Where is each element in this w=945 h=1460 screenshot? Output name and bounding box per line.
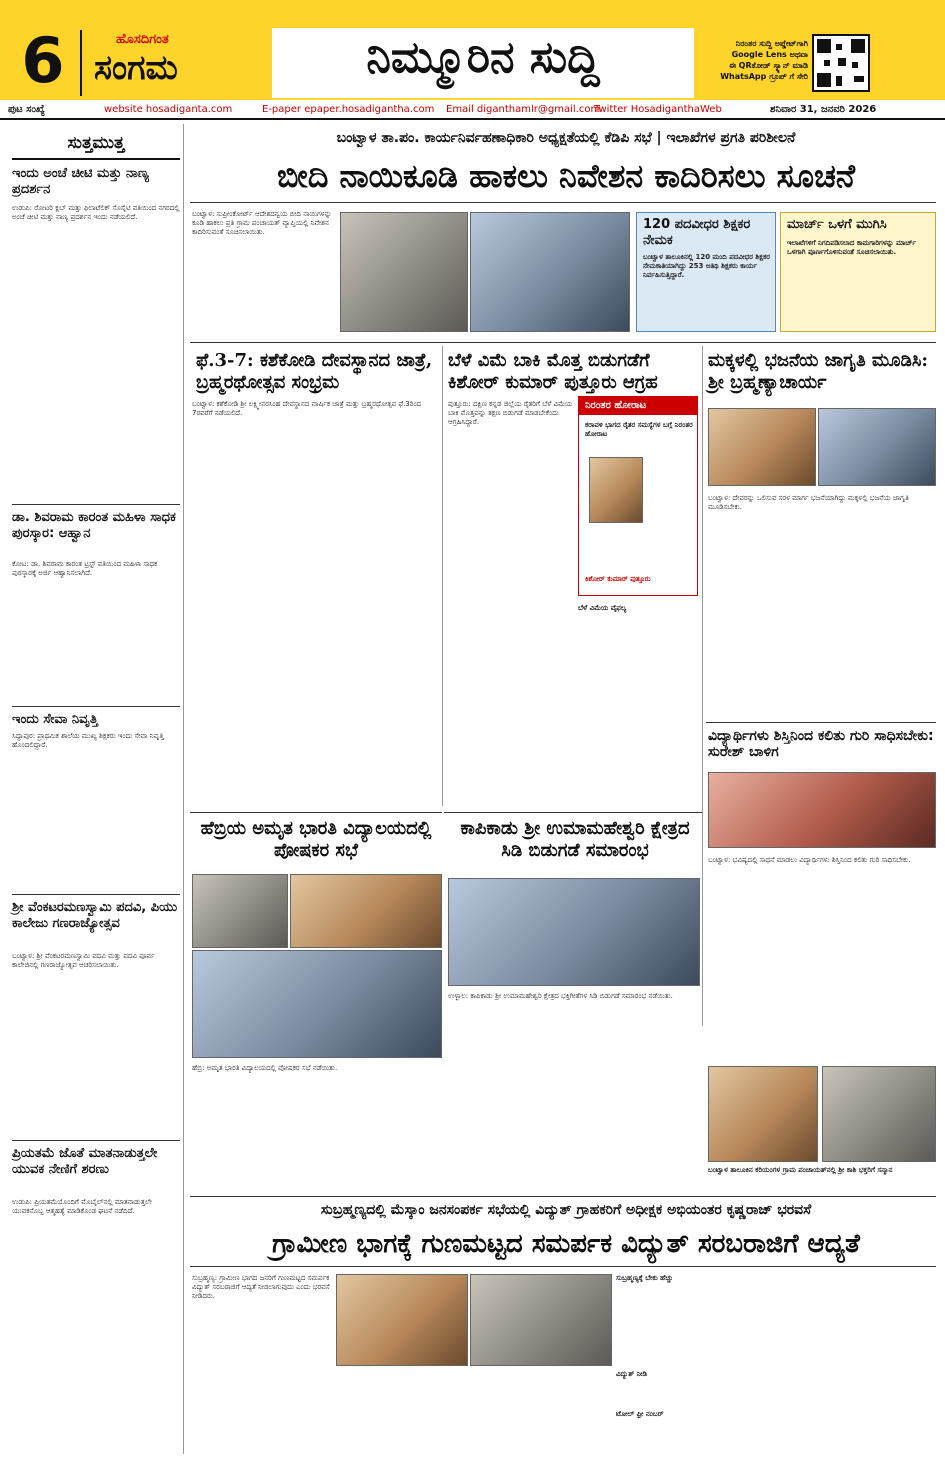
lead-photo-2 bbox=[470, 212, 630, 332]
brief-headline: ಪ್ರಿಯತಮೆ ಜೊತೆ ಮಾತನಾಡುತ್ತಲೇ ಯುವಕ ನೇಣಿಗೆ ಶರಣು bbox=[12, 1146, 158, 1177]
photo-caption: ಬಂಟ್ವಾಳ ತಾಲೂಕಿನ ಕರಿಯಂಗಳ ಗ್ರಾಮ ಪಂಚಾಯತ್‌ನಲ್ಲಿ ಶ್ರೀ ಕಾಶಿ ಭಕ್ತರಿಗೆ ಸನ್ಮಾನ bbox=[708, 1166, 893, 1174]
divider bbox=[190, 1196, 936, 1197]
left-column bbox=[8, 124, 184, 1454]
page-label: ಪುಟ ಸಂಖ್ಯೆ bbox=[8, 104, 45, 115]
website-link[interactable]: website hosadiganta.com bbox=[104, 104, 233, 115]
epaper-link[interactable]: E-paper epaper.hosadigantha.com bbox=[262, 104, 435, 115]
info-box-title: 120 ಪದವೀಧರ ಶಿಕ್ಷಕರ ನೇಮಕ bbox=[643, 217, 751, 248]
brief-headline: ಇಂದು ಅಂಚೆ ಚೀಟಿ ಮತ್ತು ನಾಣ್ಯ ಪ್ರದರ್ಶನ bbox=[12, 166, 149, 197]
info-box bbox=[780, 212, 936, 332]
qr-promo-line: WhatsApp ಗ್ರೂಪ್ ಗೆ ಸೇರಿ bbox=[720, 72, 808, 81]
sidebar-box bbox=[578, 396, 698, 596]
brief-body: ಬಂಟ್ವಾಳ: ಶ್ರೀ ವೆಂಕಟರಮಣಸ್ವಾಮಿ ಪದವಿ ಮತ್ತು ಪದವಿ ಪೂರ್ವ ಕಾಲೇಜಿನಲ್ಲಿ ಗಣರಾಜ್ಯೋತ್ಸವ ಆಚರಿಸಲಾಯಿತು. bbox=[12, 952, 155, 969]
story-headline[interactable]: ವಿದ್ಯಾರ್ಥಿಗಳು ಶಿಸ್ತಿನಿಂದ ಕಲಿತು ಗುರಿ ಸಾಧಿಸಬೇಕು: ಸುರೇಶ್ ಬಾಳಿಗ bbox=[708, 728, 934, 760]
brief-body: ಕೋಟ: ಡಾ. ಶಿವರಾಮ ಕಾರಂತ ಟ್ರಸ್ಟ್ ವತಿಯಿಂದ ಮಹಿಳಾ ಸಾಧಕ ಪುರಸ್ಕಾರಕ್ಕೆ ಅರ್ಜಿ ಆಹ್ವಾನಿಸಲಾಗಿದೆ. bbox=[12, 560, 158, 577]
story-body: ಉಳ್ಳಾಲ: ಕಾಪಿಕಾಡು ಶ್ರೀ ಉಮಾಮಹೇಶ್ವರಿ ಕ್ಷೇತ್ರದ ಭಕ್ತಿಗೀತೆಗಳ ಸಿಡಿ ಬಿಡುಗಡೆ ಸಮಾರಂಭ ನಡೆಯಿತು. bbox=[448, 992, 673, 1000]
divider bbox=[444, 812, 702, 813]
qr-promo bbox=[700, 38, 808, 82]
divider bbox=[190, 342, 936, 343]
email-link[interactable]: Email diganthamlr@gmail.com bbox=[446, 104, 601, 115]
lead-body: ಬಂಟ್ವಾಳ: ಸುಪ್ರೀಂಕೋರ್ಟ್ ಆದೇಶದನ್ವಯ ಬೀದಿ ನಾಯಿಗಳನ್ನು ಕೂಡಿ ಹಾಕಲು ಪ್ರತಿ ಗ್ರಾಮ ಪಂಚಾಯತ್ ವ್ಯಾಪ್ತಿಯಲ್ಲಿ ನಿವೇಶನ ಕಾದಿರಿಸುವಂತೆ ಸೂಚಿಸಲಾಯಿತು. bbox=[192, 210, 332, 236]
portrait-photo bbox=[589, 457, 643, 523]
subhead: ಸುಬ್ರಹ್ಮಣ್ಯಕ್ಕೆ ಬೇಕು ಹೆಚ್ಚು bbox=[616, 1274, 673, 1282]
issue-date: ಶನಿವಾರ 31, ಜನವರಿ 2026 bbox=[770, 104, 877, 115]
page-number: 6 bbox=[8, 28, 78, 96]
story-body: ಬಂಟ್ವಾಳ: ಕಶೆಕೋಡಿ ಶ್ರೀ ಲಕ್ಷ್ಮೀನರಸಿಂಹ ದೇವಸ್ಥಾನದ ವಾರ್ಷಿಕ ಜಾತ್ರೆ ಮತ್ತು ಬ್ರಹ್ಮರಥೋತ್ಸವ ಫೆ.3ರಿಂದ 7ರವರೆಗೆ ನಡೆಯಲಿದೆ. bbox=[192, 400, 422, 417]
subhead: ಬೆಳೆ ವಿಮೆಯ ವೈಫಲ್ಯ bbox=[578, 604, 627, 612]
story-body: ಸುಬ್ರಹ್ಮಣ್ಯ: ಗ್ರಾಮೀಣ ಭಾಗದ ಜನರಿಗೆ ಗುಣಮಟ್ಟದ ಸಮರ್ಪಕ ವಿದ್ಯುತ್ ಸರಬರಾಜಿಗೆ ಆದ್ಯತೆ ನೀಡಲಾಗುವುದು ಎಂದು ಭರವಸೆ ನೀಡಿದರು. bbox=[192, 1274, 330, 1300]
masthead-divider bbox=[80, 30, 82, 96]
divider bbox=[190, 202, 936, 203]
divider bbox=[12, 504, 180, 505]
story-body: ಪುತ್ತೂರು: ದಕ್ಷಿಣ ಕನ್ನಡ ಜಿಲ್ಲೆಯ ರೈತರಿಗೆ ಬೆಳೆ ವಿಮೆಯ ಬಾಕಿ ಮೊತ್ತವನ್ನು ತಕ್ಷಣ ಬಿಡುಗಡೆ ಮಾಡಬೇಕೆಂದು ಆಗ್ರಹಿಸಿದ್ದಾರೆ. bbox=[448, 400, 573, 426]
story-photo bbox=[448, 878, 700, 986]
lead-photo-1 bbox=[340, 212, 468, 332]
story-photo bbox=[336, 1274, 468, 1366]
story-photo bbox=[192, 950, 442, 1058]
story-photo bbox=[470, 1274, 612, 1366]
divider bbox=[706, 722, 936, 723]
qr-promo-line: ನಿರಂತರ ಸುದ್ದಿ ಅಪ್ಡೇಟ್‌ಗಾಗಿ bbox=[735, 39, 808, 48]
brief-headline: ಶ್ರೀ ವೆಂಕಟರಮಣಸ್ವಾಮಿ ಪದವಿ, ಪಿಯು ಕಾಲೇಜು ಗಣರಾಜ್ಯೋತ್ಸವ bbox=[12, 900, 178, 931]
story-headline[interactable]: ಕಾಪಿಕಾಡು ಶ್ರೀ ಉಮಾಮಹೇಶ್ವರಿ ಕ್ಷೇತ್ರದ ಸಿಡಿ ಬಿಡುಗಡೆ ಸಮಾರಂಭ bbox=[460, 818, 690, 861]
info-bar bbox=[0, 100, 945, 120]
sidebar-box-title: ನಿರಂತರ ಹೋರಾಟ bbox=[579, 397, 697, 415]
info-box-title: ಮಾರ್ಚ್ ಒಳಗೆ ಮುಗಿಸಿ bbox=[787, 217, 887, 232]
brief-headline: ಡಾ. ಶಿವರಾಮ ಕಾರಂತ ಮಹಿಳಾ ಸಾಧಕ ಪುರಸ್ಕಾರ: ಆಹ್ವಾನ bbox=[12, 510, 176, 541]
divider bbox=[12, 894, 180, 895]
brief-body: ಸಿದ್ದಾಪುರ: ಪ್ರಾಥಮಿಕ ಶಾಲೆಯ ಮುಖ್ಯ ಶಿಕ್ಷಕರು ಇಂದು ಸೇವಾ ನಿವೃತ್ತಿ ಹೊಂದಲಿದ್ದಾರೆ. bbox=[12, 732, 164, 749]
brief-headline: ಇಂದು ಸೇವಾ ನಿವೃತ್ತಿ bbox=[12, 712, 98, 727]
sidebar-box-body: ಕರಾವಳಿ ಭಾಗದ ರೈತರ ಸಮಸ್ಯೆಗಳ ಬಗ್ಗೆ ನಿರಂತರ ಹೋರಾಟ bbox=[585, 421, 693, 438]
story-photo bbox=[818, 408, 936, 486]
qr-code-icon[interactable] bbox=[812, 34, 870, 92]
story-photo bbox=[822, 1066, 936, 1162]
subhead: ಟೋಲ್ ಫ್ರೀ ನಂಬರ್ bbox=[616, 1410, 664, 1418]
twitter-link[interactable]: Twitter HosadiganthaWeb bbox=[594, 104, 722, 115]
lead-headline[interactable]: ಬೀದಿ ನಾಯಿಕೂಡಿ ಹಾಕಲು ನಿವೇಶನ ಕಾದಿರಿಸಲು ಸೂಚನೆ bbox=[277, 157, 855, 195]
column-rule bbox=[702, 346, 703, 1026]
info-box bbox=[636, 212, 776, 332]
lead-kicker: ಬಂಟ್ವಾಳ ತಾ.ಪಂ. ಕಾರ್ಯನಿರ್ವಹಣಾಧಿಕಾರಿ ಅಧ್ಯಕ್ಷತೆಯಲ್ಲಿ ಕೆಡಿಪಿ ಸಭೆ | ಇಲಾಖೆಗಳ ಪ್ರಗತಿ ಪರಿಶೀಲನೆ bbox=[336, 130, 796, 146]
qr-promo-line: ಈ QRಕೋಡ್ ಸ್ಕ್ಯಾನ್ ಮಾಡಿ bbox=[728, 61, 808, 70]
story-body: ಬಂಟ್ವಾಳ: ದೇವರನ್ನು ಒಲಿಸುವ ಸರಳ ಮಾರ್ಗ ಭಜನೆಯಾಗಿದ್ದು ಮಕ್ಕಳಲ್ಲಿ ಭಜನೆಯ ಜಾಗೃತಿ ಮೂಡಿಸಬೇಕು. bbox=[708, 494, 909, 511]
section-heading: ಸುತ್ತಮುತ್ತ bbox=[12, 128, 180, 160]
column-rule bbox=[442, 346, 443, 806]
publication-name: ಹೊಸದಿಗಂತ bbox=[116, 32, 169, 47]
story-photo bbox=[192, 874, 288, 948]
story-photo bbox=[708, 408, 816, 486]
qr-promo-line: Google Lens ಅಥವಾ bbox=[731, 50, 808, 59]
divider bbox=[12, 1140, 180, 1141]
info-box-body: ಬಂಟ್ವಾಳ ತಾಲೂಕಿನಲ್ಲಿ 120 ಮಂದಿ ಪದವೀಧರ ಶಿಕ್ಷಕರ ನೇಮಕಾತಿಯಾಗಿದ್ದು 253 ಅತಿಥಿ ಶಿಕ್ಷಕರು ಕಾರ್ಯ ನಿರ್ವಹಿಸುತ್ತಿದ್ದಾರೆ. bbox=[643, 253, 770, 279]
brief-body: ಉಡುಪಿ: ರೋಟರಿ ಕ್ಲಬ್ ಮತ್ತು ಫಿಲಾಟೆಲಿಕ್ ಸೊಸೈಟಿ ವತಿಯಿಂದ ನಗರದಲ್ಲಿ ಅಂಚೆ ಚೀಟಿ ಮತ್ತು ನಾಣ್ಯ ಪ್ರದರ್ಶನ ಇಂದು ನಡೆಯಲಿದೆ. bbox=[12, 204, 180, 221]
story-body: ಬಂಟ್ವಾಳ: ಭವಿಷ್ಯದಲ್ಲಿ ಸಾಧನೆ ಮಾಡಲು ವಿದ್ಯಾರ್ಥಿಗಳು ಶಿಸ್ತಿನಿಂದ ಕಲಿತು ಗುರಿ ಸಾಧಿಸಬೇಕು. bbox=[708, 856, 911, 864]
brief-body: ಉಡುಪಿ: ಪ್ರಿಯತಮೆಯೊಂದಿಗೆ ಮೊಬೈಲ್‌ನಲ್ಲಿ ಮಾತನಾಡುತ್ತಲೇ ಯುವಕನೊಬ್ಬ ಆತ್ಮಹತ್ಯೆ ಮಾಡಿಕೊಂಡ ಘಟನೆ ನಡೆದಿದೆ. bbox=[12, 1198, 152, 1215]
byline: ಕಿಶೋರ್ ಕುಮಾರ್ ಪುತ್ತೂರು bbox=[585, 575, 651, 583]
divider bbox=[12, 706, 180, 707]
page-title: ನಿಮ್ಮೂರಿನ ಸುದ್ದಿ bbox=[366, 32, 600, 83]
story-photo bbox=[708, 772, 936, 848]
section-brand: ಸಂಗಮ bbox=[94, 48, 178, 88]
story-headline[interactable]: ಬೆಳೆ ವಿಮೆ ಬಾಕಿ ಮೊತ್ತ ಬಿಡುಗಡೆಗೆ ಕಿಶೋರ್ ಕುಮಾರ್ ಪುತ್ತೂರು ಆಗ್ರಹ bbox=[448, 350, 658, 393]
subhead: ವಿದ್ಯುತ್ ನೀಡಿ bbox=[616, 1370, 647, 1378]
divider bbox=[190, 812, 442, 813]
story-photo bbox=[290, 874, 442, 948]
story-headline[interactable]: ಮಕ್ಕಳಲ್ಲಿ ಭಜನೆಯ ಜಾಗೃತಿ ಮೂಡಿಸಿ: ಶ್ರೀ ಬ್ರಹ್ಮಣ್ಯಾಚಾರ್ಯ bbox=[708, 350, 929, 393]
story-photo bbox=[708, 1066, 818, 1162]
story-headline[interactable]: ಗ್ರಾಮೀಣ ಭಾಗಕ್ಕೆ ಗುಣಮಟ್ಟದ ಸಮರ್ಪಕ ವಿದ್ಯುತ್ ಸರಬರಾಜಿಗೆ ಆದ್ಯತೆ bbox=[272, 1229, 860, 1259]
story-headline[interactable]: ಹೆಬ್ರಿಯ ಅಮೃತ ಭಾರತಿ ವಿದ್ಯಾಲಯದಲ್ಲಿ ಪೋಷಕರ ಸಭೆ bbox=[200, 818, 432, 861]
lead-kicker: ಸುಬ್ರಹ್ಮಣ್ಯದಲ್ಲಿ ಮೆಸ್ಕಾಂ ಜನಸಂಪರ್ಕ ಸಭೆಯಲ್ಲಿ ವಿದ್ಯುತ್ ಗ್ರಾಹಕರಿಗೆ ಅಧೀಕ್ಷಕ ಅಭಿಯಂತರ ಕೃಷ್ಣರಾಜ್ ಭರವಸೆ bbox=[320, 1202, 812, 1218]
info-box-body: ಇಲಾಖೆಗಳಿಗೆ ನಿಗದಿಪಡಿಸಲಾದ ಕಾಮಗಾರಿಗಳನ್ನು ಮಾರ್ಚ್ ಒಳಗಾಗಿ ಪೂರ್ಣಗೊಳಿಸುವಂತೆ ಸೂಚಿಸಲಾಯಿತು. bbox=[787, 239, 916, 256]
divider bbox=[190, 1266, 936, 1267]
story-body: ಹೆಬ್ರಿ: ಅಮೃತ ಭಾರತಿ ವಿದ್ಯಾಲಯದಲ್ಲಿ ಪೋಷಕರ ಸಭೆ ನಡೆಯಿತು. bbox=[192, 1064, 338, 1072]
story-headline[interactable]: ಫೆ.3-7: ಕಶೆಕೋಡಿ ದೇವಸ್ಥಾನದ ಜಾತ್ರೆ, ಬ್ರಹ್ಮರಥೋತ್ಸವ ಸಂಭ್ರಮ bbox=[196, 350, 433, 393]
